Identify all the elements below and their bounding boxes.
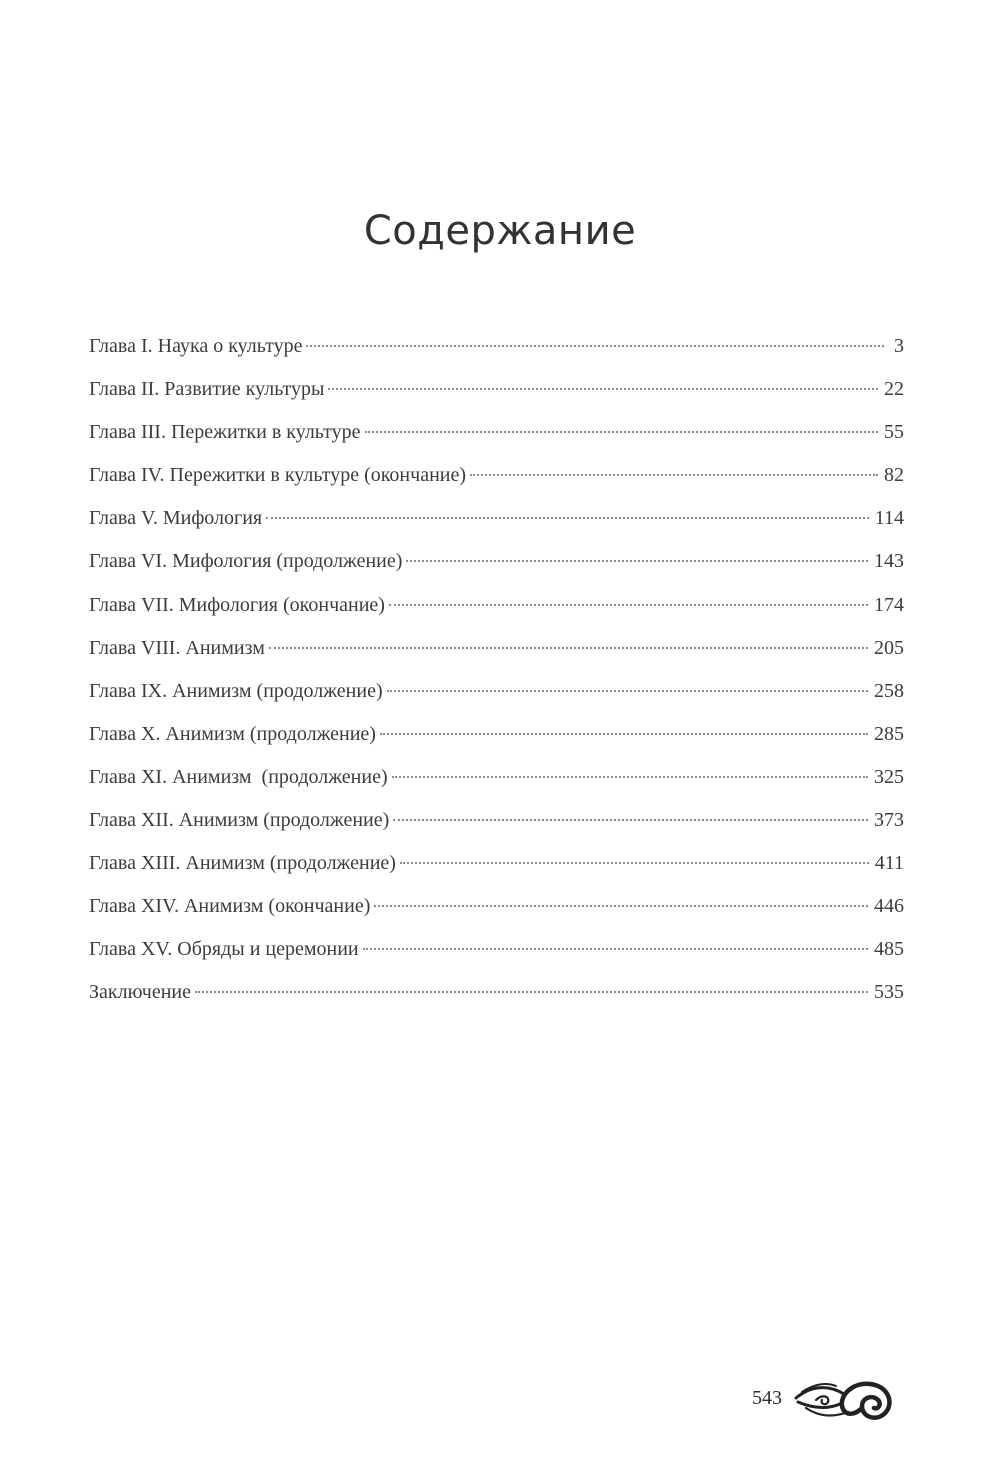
page-footer [752, 1370, 912, 1426]
toc-entry-page: 446 [874, 895, 904, 918]
flourish-ornament-icon [792, 1372, 898, 1424]
dot-leader [328, 388, 878, 390]
toc-entry [89, 507, 904, 550]
toc-entry-page: 205 [874, 636, 904, 659]
toc-entry-title: Заключение [89, 981, 191, 1004]
toc-entry [89, 938, 904, 981]
toc-entry-page: 82 [884, 464, 904, 487]
toc-entry [89, 594, 904, 637]
dot-leader [406, 560, 868, 562]
toc-entry-page: 373 [874, 809, 904, 832]
toc-entry-title: Глава VI. Мифология (продолжение) [89, 550, 403, 573]
toc-entry-title: Глава II. Развитие культуры [89, 378, 325, 401]
dot-leader [470, 474, 878, 476]
toc-entry-page: 55 [884, 421, 904, 444]
toc-entry [89, 378, 904, 421]
toc-entry-title: Глава X. Анимизм (продолжение) [89, 722, 376, 745]
toc-entry-title: Глава VIII. Анимизм [89, 636, 265, 659]
page-title: Содержание [363, 208, 637, 254]
table-of-contents [89, 335, 904, 1025]
toc-entry-page: 325 [874, 765, 904, 788]
toc-entry [89, 335, 904, 378]
toc-entry [89, 464, 904, 507]
dot-leader [266, 517, 869, 519]
toc-entry [89, 421, 904, 464]
toc-entry-title: Глава XI. Анимизм (продолжение) [89, 765, 388, 788]
dot-leader [387, 690, 868, 692]
dot-leader [365, 431, 878, 433]
toc-entry-title: Глава IV. Пережитки в культуре (окончание) [89, 464, 467, 487]
dot-leader [389, 604, 868, 606]
toc-entry [89, 809, 904, 852]
toc-entry [89, 766, 904, 809]
toc-entry-page: 3 [894, 335, 904, 357]
toc-entry-title: Глава XIII. Анимизм (продолжение) [89, 852, 396, 875]
toc-entry [89, 981, 904, 1024]
toc-entry [89, 895, 904, 938]
toc-entry-title: Глава V. Мифология [89, 507, 263, 530]
toc-entry-page: 114 [874, 507, 904, 530]
toc-entry [89, 852, 904, 895]
dot-leader [392, 776, 868, 778]
page-number: 543 [752, 1386, 782, 1409]
toc-entry-page: 258 [874, 679, 904, 702]
dot-leader [374, 905, 868, 907]
dot-leader [269, 647, 868, 649]
toc-entry-title: Глава III. Пережитки в культуре [89, 421, 361, 444]
toc-entry-title: Глава XIV. Анимизм (окончание) [89, 895, 371, 918]
toc-entry-page: 485 [874, 938, 904, 961]
toc-entry-title: Глава IX. Анимизм (продолжение) [89, 679, 383, 702]
toc-entry [89, 723, 904, 766]
toc-entry-page: 174 [874, 593, 904, 616]
toc-entry-title: Глава XV. Обряды и церемонии [89, 938, 359, 961]
toc-entry-title: Глава XII. Анимизм (продолжение) [89, 809, 390, 832]
dot-leader [400, 862, 869, 864]
toc-entry-page: 285 [874, 722, 904, 745]
dot-leader [393, 819, 868, 821]
dot-leader [195, 991, 868, 993]
toc-entry-title: Глава VII. Мифология (окончание) [89, 593, 385, 616]
toc-entry-page: 143 [874, 550, 904, 573]
toc-entry [89, 550, 904, 593]
toc-entry-page: 22 [884, 378, 904, 401]
toc-entry-page: 411 [874, 852, 904, 875]
dot-leader [380, 733, 868, 735]
toc-entry [89, 680, 904, 723]
dot-leader [306, 345, 884, 347]
toc-entry [89, 637, 904, 680]
toc-entry-page: 535 [874, 981, 904, 1004]
toc-entry-title: Глава I. Наука о культуре [89, 335, 303, 357]
dot-leader [363, 948, 868, 950]
